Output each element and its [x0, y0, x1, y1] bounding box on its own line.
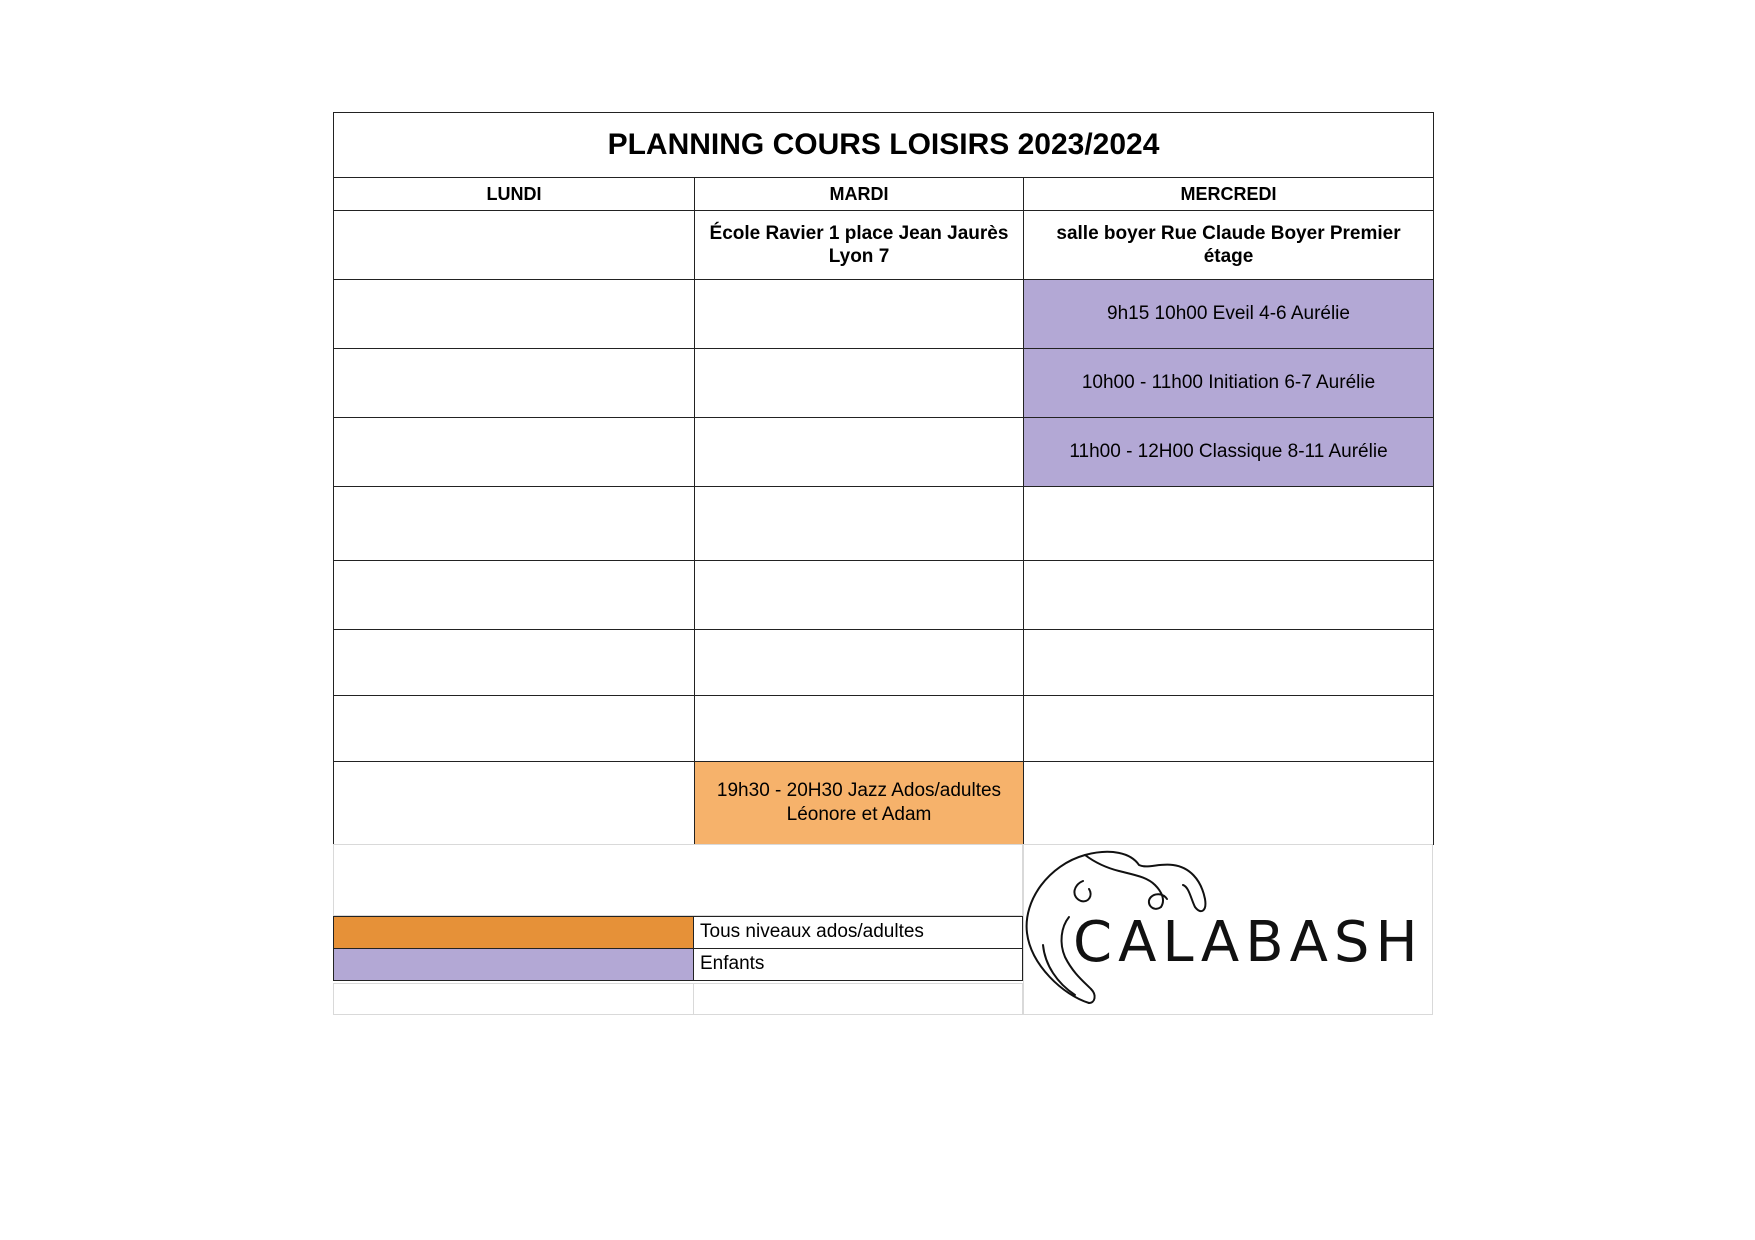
page-title: PLANNING COURS LOISIRS 2023/2024	[334, 113, 1434, 178]
schedule-cell	[695, 487, 1024, 561]
schedule-cell	[334, 630, 695, 696]
schedule-cell	[695, 349, 1024, 418]
venue-lundi	[334, 211, 695, 280]
empty-cell	[333, 844, 1023, 916]
legend-area	[333, 845, 1433, 1015]
legend-swatch-orange	[334, 917, 694, 948]
day-header-lundi: LUNDI	[334, 178, 695, 211]
logo-wordmark: CALABASH	[1073, 910, 1424, 975]
schedule-cell	[1024, 696, 1434, 762]
schedule-cell	[334, 418, 695, 487]
legend-swatch-purple	[334, 949, 694, 980]
schedule-cell	[334, 561, 695, 630]
day-header-mardi: MARDI	[695, 178, 1024, 211]
class-slot-classique: 11h00 - 12H00 Classique 8-11 Aurélie	[1024, 418, 1434, 487]
schedule-cell	[695, 561, 1024, 630]
calabash-logo	[1023, 845, 1433, 1015]
empty-cell	[693, 983, 1023, 1015]
schedule-cell	[1024, 630, 1434, 696]
class-slot-initiation: 10h00 - 11h00 Initiation 6-7 Aurélie	[1024, 349, 1434, 418]
schedule-cell	[695, 696, 1024, 762]
schedule-cell	[695, 630, 1024, 696]
empty-cell	[333, 983, 694, 1015]
legend-row-adults	[333, 916, 1023, 949]
schedule-cell	[334, 280, 695, 349]
schedule-cell	[334, 349, 695, 418]
schedule-cell	[1024, 561, 1434, 630]
class-slot-jazz: 19h30 - 20H30 Jazz Ados/adultes Léonore et Adam	[695, 762, 1024, 845]
schedule-cell	[334, 696, 695, 762]
schedule-sheet	[333, 112, 1433, 1015]
schedule-cell	[1024, 762, 1434, 845]
schedule-cell	[334, 487, 695, 561]
day-header-mercredi: MERCREDI	[1024, 178, 1434, 211]
schedule-cell	[1024, 487, 1434, 561]
schedule-table	[333, 112, 1434, 845]
venue-mercredi: salle boyer Rue Claude Boyer Premier étage	[1024, 211, 1434, 280]
schedule-cell	[695, 418, 1024, 487]
legend-row-children	[333, 948, 1023, 981]
legend-label-children: Enfants	[700, 953, 765, 974]
schedule-cell	[695, 280, 1024, 349]
legend-label-adults: Tous niveaux ados/adultes	[700, 921, 924, 942]
venue-mardi: École Ravier 1 place Jean Jaurès Lyon 7	[695, 211, 1024, 280]
class-slot-eveil: 9h15 10h00 Eveil 4-6 Aurélie	[1024, 280, 1434, 349]
schedule-cell	[334, 762, 695, 845]
